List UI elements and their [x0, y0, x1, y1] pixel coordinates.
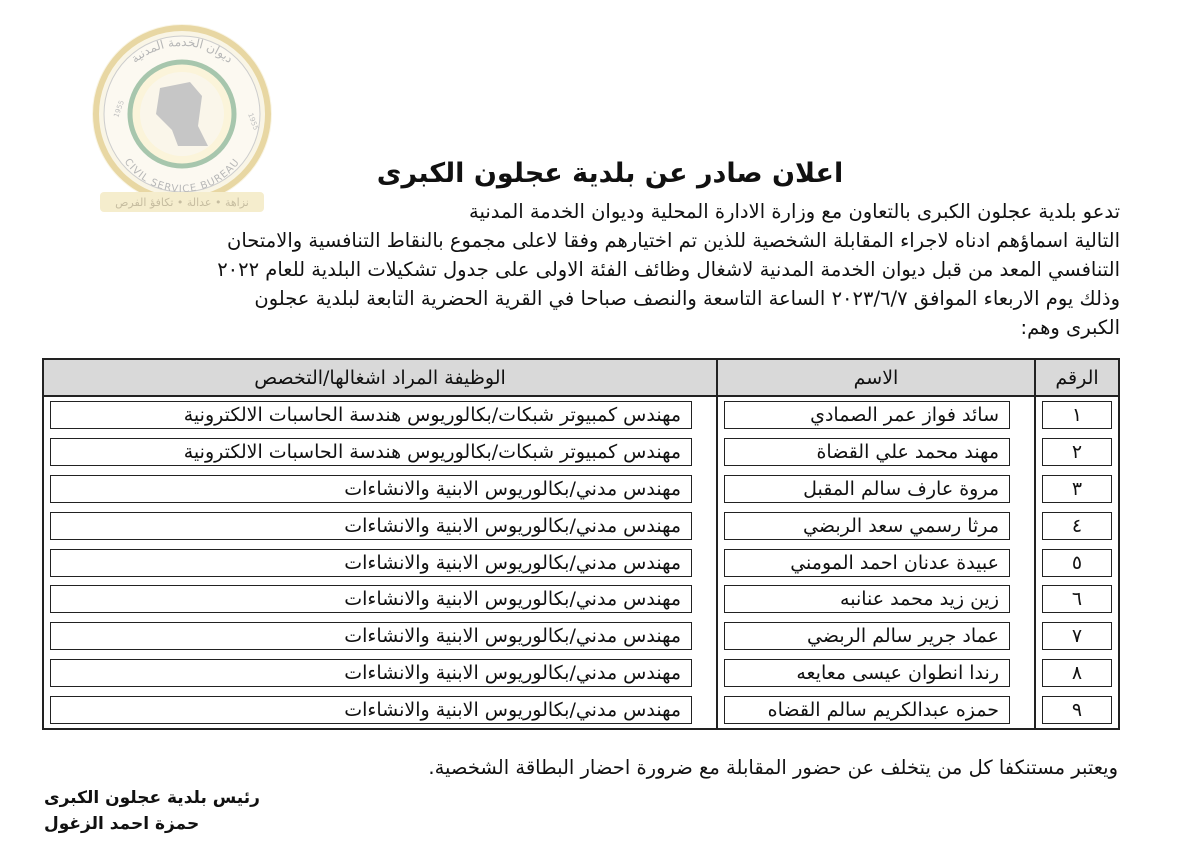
row-job: مهندس مدني/بكالوريوس الابنية والانشاءات — [50, 659, 692, 687]
row-job: مهندس مدني/بكالوريوس الابنية والانشاءات — [50, 622, 692, 650]
row-number: ٨ — [1042, 659, 1112, 687]
logo-arabic-ring-text: ديوان الخدمة المدنية — [128, 34, 236, 66]
row-name: سائد فواز عمر الصمادي — [724, 401, 1010, 429]
row-number: ٤ — [1042, 512, 1112, 540]
announcement-title: اعلان صادر عن بلدية عجلون الكبرى — [376, 158, 844, 189]
row-name: مرثا رسمي سعد الربضي — [724, 512, 1010, 540]
row-number: ٣ — [1042, 475, 1112, 503]
signature-name: حمزة احمد الزغول — [44, 814, 200, 834]
body-line-2: التالية اسماؤهم ادناه لاجراء المقابلة الشخصية للذين تم اختيارهم وفقا لاعلى مجموع بالنقاط التنافسية والامتحان — [227, 229, 1120, 252]
row-job: مهندس مدني/بكالوريوس الابنية والانشاءات — [50, 549, 692, 577]
row-job: مهندس مدني/بكالوريوس الابنية والانشاءات — [50, 585, 692, 613]
table-row — [44, 655, 1118, 692]
footer-note: ويعتبر مستنكفا كل من يتخلف عن حضور المقابلة مع ضرورة احضار البطاقة الشخصية. — [428, 756, 1118, 779]
table-row — [44, 618, 1118, 655]
announcement-body — [40, 197, 1120, 342]
row-name: مروة عارف سالم المقبل — [724, 475, 1010, 503]
table-row — [44, 397, 1118, 434]
candidates-table — [42, 358, 1120, 730]
row-job: مهندس مدني/بكالوريوس الابنية والانشاءات — [50, 696, 692, 724]
header-name: الاسم — [718, 360, 1036, 397]
row-job: مهندس كمبيوتر شبكات/بكالوريوس هندسة الحاسبات الالكترونية — [50, 438, 692, 466]
table-row — [44, 581, 1118, 618]
row-number: ٧ — [1042, 622, 1112, 650]
row-number: ٢ — [1042, 438, 1112, 466]
body-line-1: تدعو بلدية عجلون الكبرى بالتعاون مع وزارة الادارة المحلية وديوان الخدمة المدنية — [469, 200, 1120, 223]
row-number: ١ — [1042, 401, 1112, 429]
row-name: رندا انطوان عيسى معايعه — [724, 659, 1010, 687]
row-job: مهندس كمبيوتر شبكات/بكالوريوس هندسة الحاسبات الالكترونية — [50, 401, 692, 429]
signature-title: رئيس بلدية عجلون الكبرى — [44, 788, 260, 808]
header-number: الرقم — [1036, 360, 1118, 397]
table-row — [44, 471, 1118, 508]
row-name: عبيدة عدنان احمد المومني — [724, 549, 1010, 577]
body-line-4: وذلك يوم الاربعاء الموافق ٢٠٢٣/٦/٧ الساعة التاسعة والنصف صباحا في القرية الحضرية التابعة لبلدية عجلون — [254, 287, 1120, 310]
body-line-5: الكبرى وهم: — [1020, 316, 1120, 339]
row-number: ٩ — [1042, 696, 1112, 724]
header-job: الوظيفة المراد اشغالها/التخصص — [44, 360, 718, 397]
logo-year-left: 1955 — [112, 99, 126, 119]
table-row — [44, 507, 1118, 544]
body-line-3: التنافسي المعد من قبل ديوان الخدمة المدنية لاشغال وظائف الفئة الاولى على جدول تشكيلات البلدية للعام ٢٠٢٢ — [217, 258, 1120, 281]
row-number: ٥ — [1042, 549, 1112, 577]
row-job: مهندس مدني/بكالوريوس الابنية والانشاءات — [50, 475, 692, 503]
row-name: حمزه عبدالكريم سالم القضاه — [724, 696, 1010, 724]
row-job: مهندس مدني/بكالوريوس الابنية والانشاءات — [50, 512, 692, 540]
table-header-row — [44, 360, 1118, 397]
row-name: مهند محمد علي القضاة — [724, 438, 1010, 466]
table-row — [44, 544, 1118, 581]
row-name: زين زيد محمد عنانبه — [724, 585, 1010, 613]
logo-english-ring-text: CIVIL SERVICE BUREAU — [121, 156, 243, 196]
logo-year-right: 1955 — [246, 111, 260, 132]
row-number: ٦ — [1042, 585, 1112, 613]
table-row — [44, 434, 1118, 471]
table-row — [44, 691, 1118, 728]
row-name: عماد جرير سالم الربضي — [724, 622, 1010, 650]
logo-motto: نزاهة • عدالة • تكافؤ الفرص — [115, 196, 249, 209]
